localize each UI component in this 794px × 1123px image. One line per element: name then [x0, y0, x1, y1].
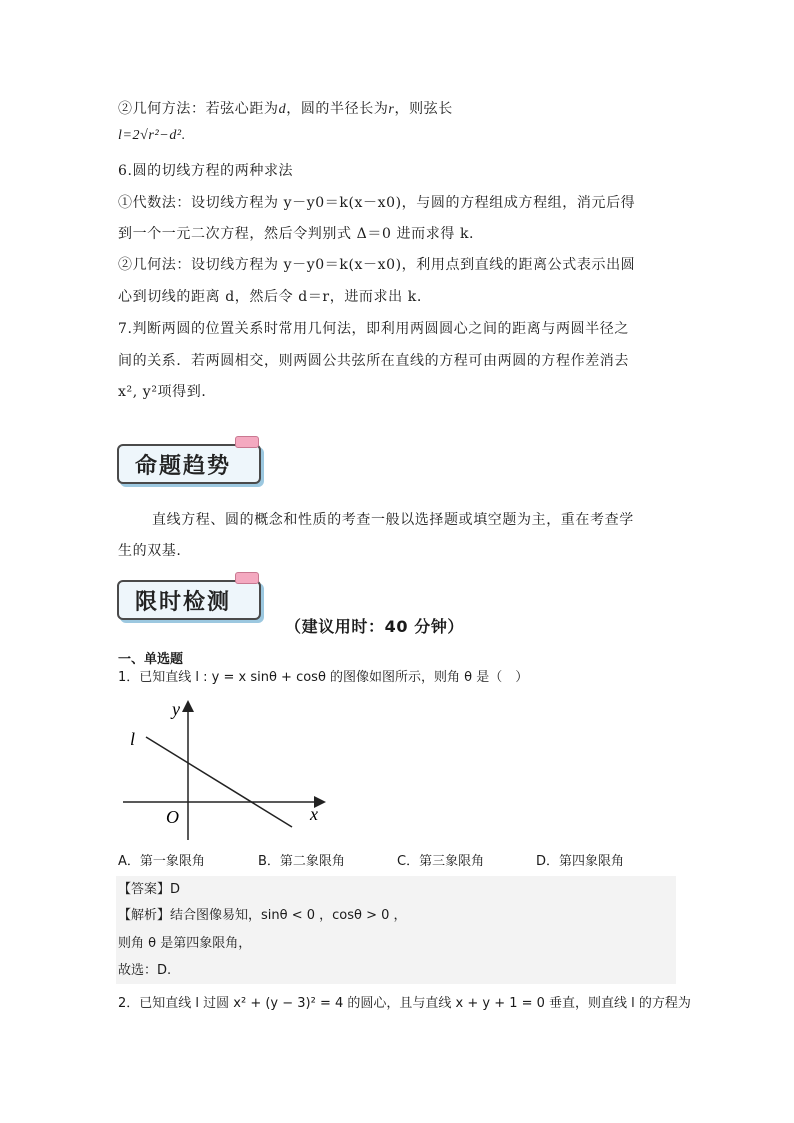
item6-algebra-line2: 到一个一元二次方程，然后令判别式 Δ＝0 进而求得 k. [118, 226, 475, 242]
item6-geometry-line2: 心到切线的距离 d，然后令 d＝r，进而求出 k. [118, 289, 422, 305]
option-c: C．第三象限角 [397, 854, 485, 869]
item6-algebra-line1: ①代数法：设切线方程为 y－y0＝k(x－x0)，与圆的方程组成方程组，消元后得 [118, 195, 636, 211]
trend-text-line1: 直线方程、圆的概念和性质的考查一般以选择题或填空题为主，重在考查学 [152, 512, 634, 528]
line-label: l [130, 729, 136, 749]
x-axis-label: x [310, 804, 318, 824]
clip-icon [235, 572, 259, 584]
option-b: B．第二象限角 [258, 854, 345, 869]
text: ，圆的半径长为 [286, 101, 389, 117]
chord-formula: l=2√r²−d². [118, 128, 186, 143]
suggested-time: （建议用时：40 分钟） [285, 617, 465, 636]
origin-label: O [166, 807, 179, 827]
option-d: D．第四象限角 [536, 854, 625, 869]
section-heading: 一、单选题 [118, 652, 184, 667]
analysis-line1: 【解析】结合图像易知，sinθ < 0 ，cosθ > 0 ， [118, 908, 407, 923]
item7-line2: 间的关系．若两圆相交，则两圆公共弦所在直线的方程可由两圆的方程作差消去 [118, 353, 629, 369]
text: ②几何方法：若弦心距为 [118, 101, 279, 117]
option-a: A．第一象限角 [118, 854, 205, 869]
item6-title: 6.圆的切线方程的两种求法 [118, 163, 294, 179]
chord-method-line [118, 98, 453, 118]
clip-icon [235, 436, 259, 448]
question-2-stem: 2．已知直线 l 过圆 x² + (y − 3)² = 4 的圆心，且与直线 x + y + 1 = 0 垂直，则直线 l 的方程为 [118, 996, 691, 1011]
text: ，则弦长 [394, 101, 453, 117]
question-1-stem: 1．已知直线 l : y = x sinθ + cosθ 的图像如图所示，则角 θ 是（ ） [118, 670, 529, 685]
banner-title: 限时检测 [135, 590, 232, 615]
item7-line1: 7.判断两圆的位置关系时常用几何法，即利用两圆圆心之间的距离与两圆半径之 [118, 321, 629, 337]
trend-text-line2: 生的双基. [118, 543, 182, 559]
question-1-graph [118, 695, 338, 845]
answer: 【答案】D [118, 882, 181, 897]
analysis-line3: 故选：D. [118, 963, 172, 978]
var-d: d [278, 102, 287, 117]
item7-line3: x², y²项得到． [118, 384, 216, 400]
banner-title: 命题趋势 [135, 454, 232, 479]
item6-geometry-line1: ②几何法：设切线方程为 y－y0＝k(x－x0)，利用点到直线的距离公式表示出圆 [118, 257, 636, 273]
y-axis-label: y [172, 699, 180, 719]
var-r: r [388, 102, 395, 117]
timed-test-banner [117, 576, 267, 620]
answer-box [116, 876, 676, 984]
trend-banner [117, 440, 267, 484]
analysis-line2: 则角 θ 是第四象限角， [118, 936, 252, 951]
